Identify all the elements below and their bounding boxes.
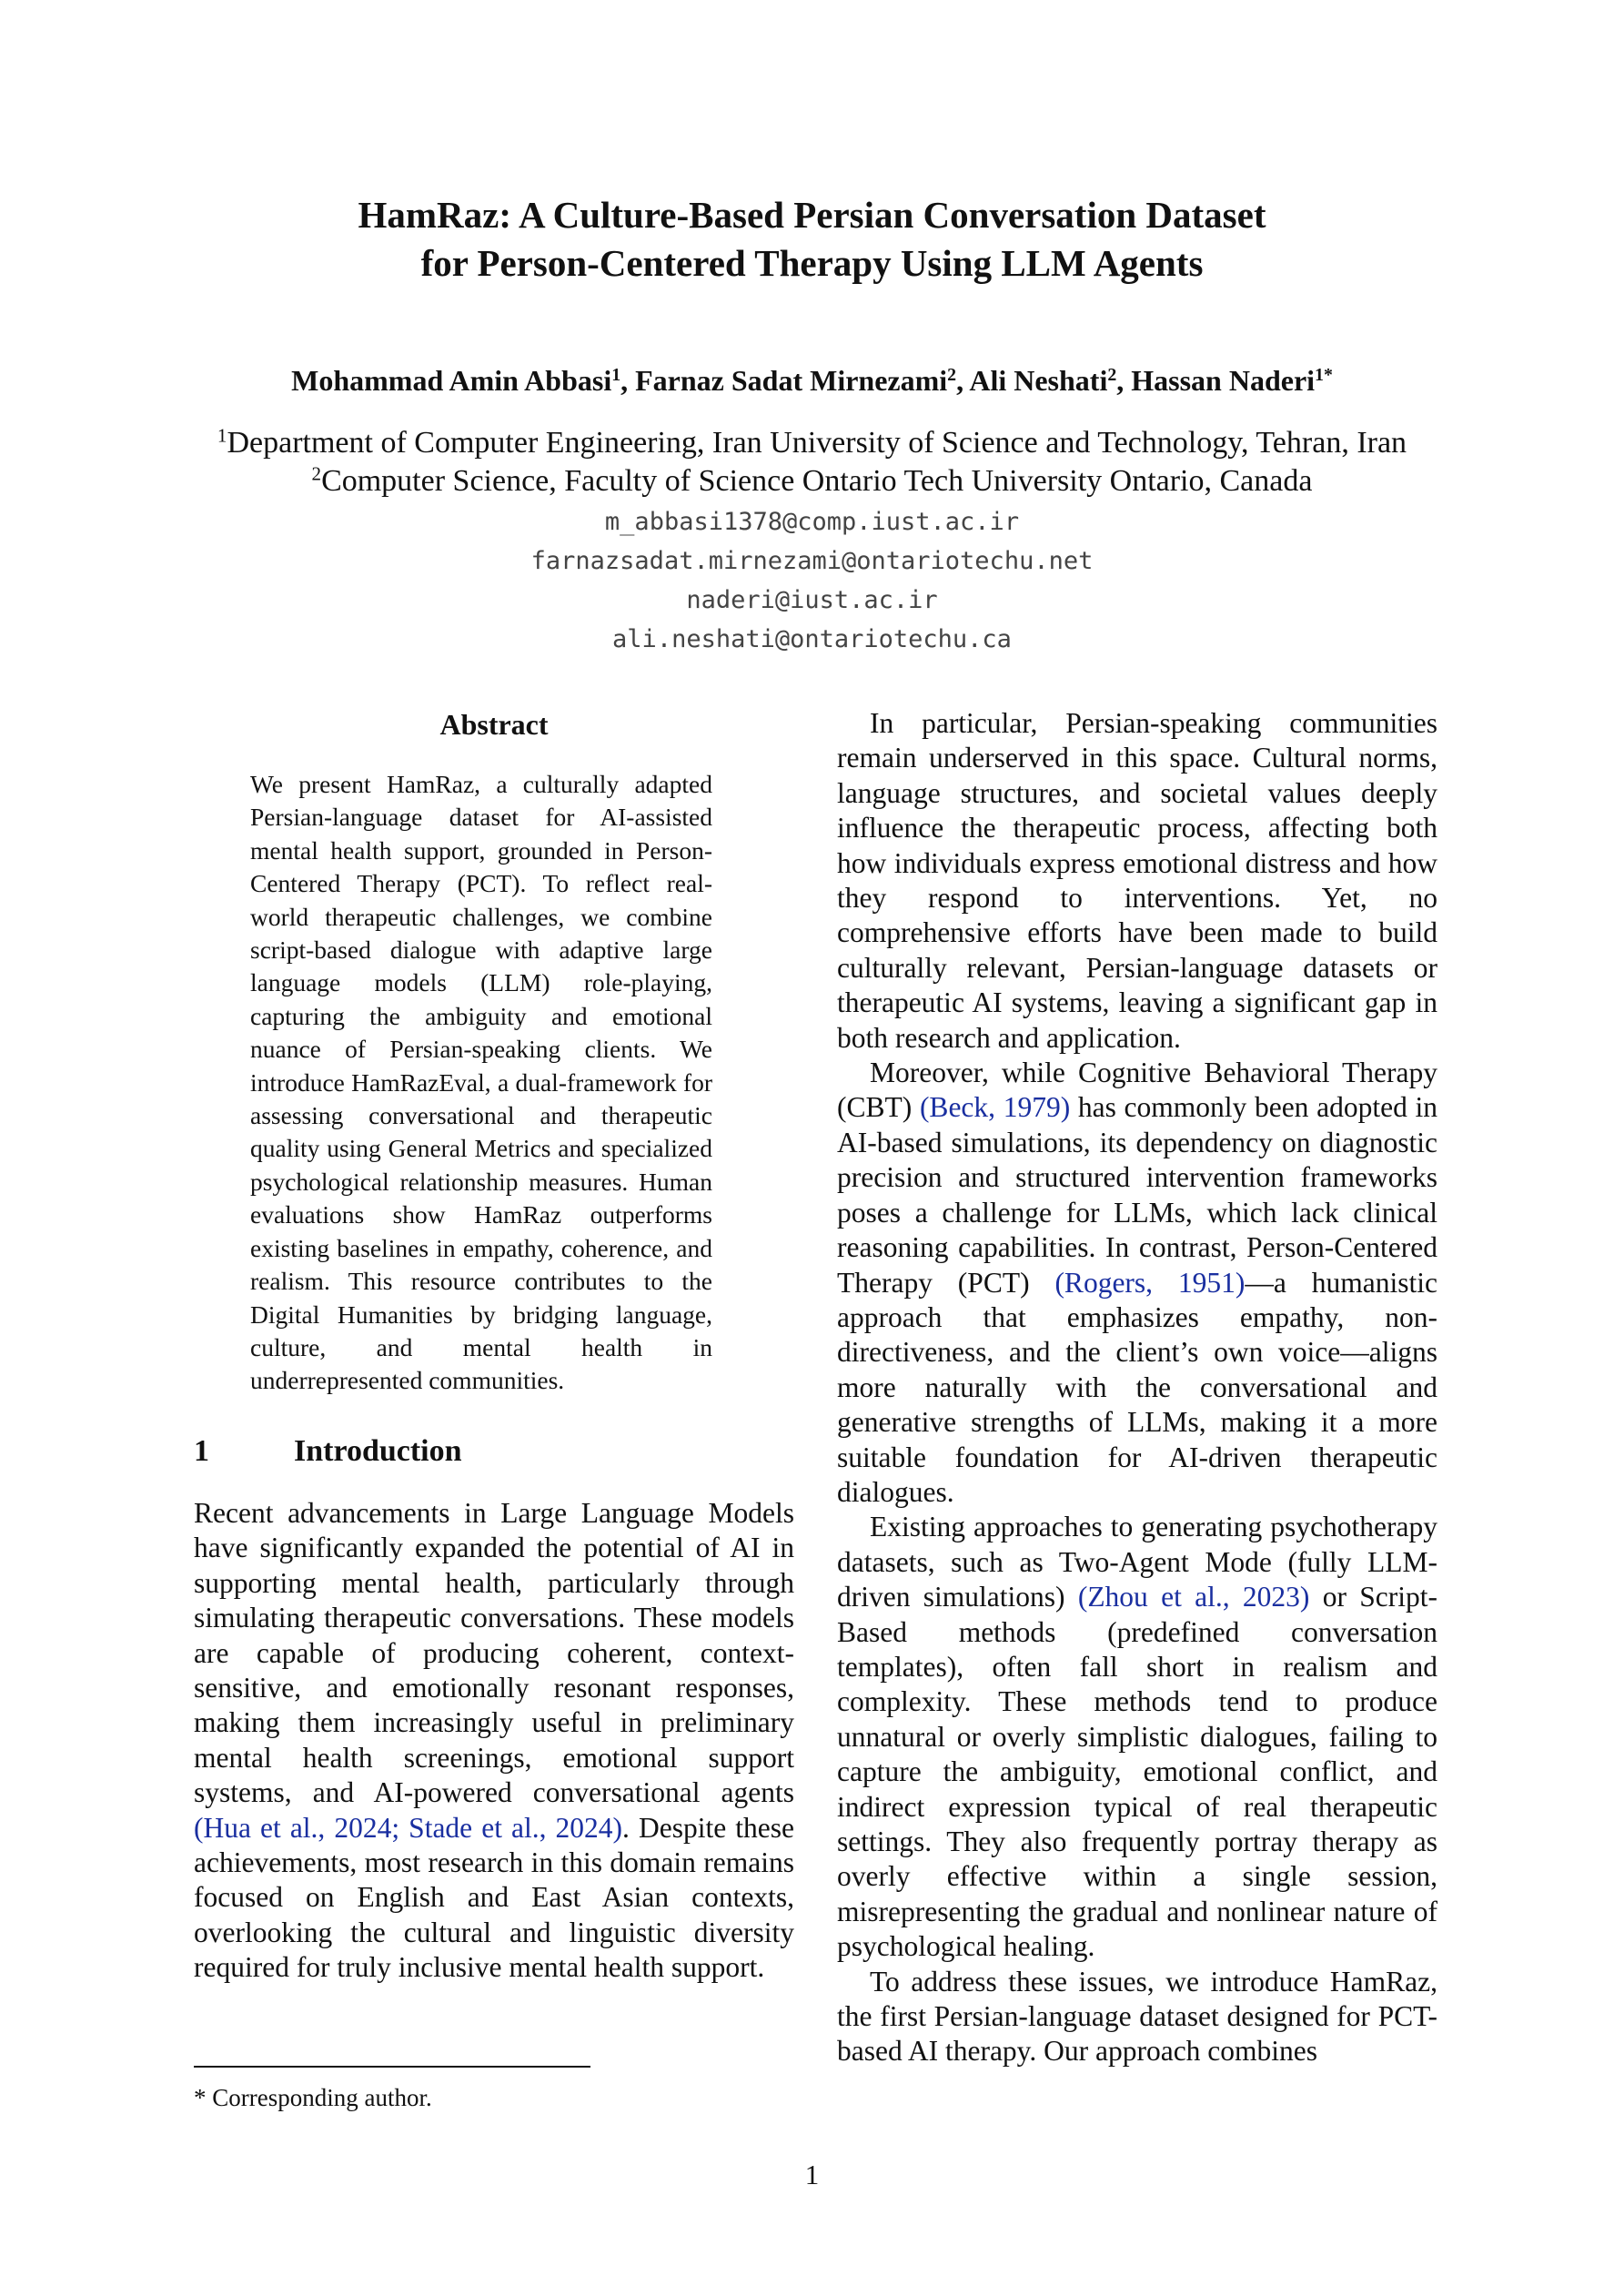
affil-text: Department of Computer Engineering, Iran University of Science and Technology, Tehran, Iran	[227, 426, 1407, 460]
author-name: Ali Neshati	[969, 364, 1108, 397]
affiliation-1	[0, 426, 1624, 460]
citation-link[interactable]: (Rogers, 1951)	[1054, 1266, 1246, 1299]
section-heading-introduction	[194, 1434, 462, 1469]
citation-link[interactable]: (Zhou et al., 2023)	[1077, 1581, 1310, 1613]
paragraph-text: . Despite these achievements, most research in this domain remains focused on English and East Asian contexts, overlooking the cultural and linguistic diversity required for truly inclusive mental health support.	[194, 1811, 794, 1984]
footnote-rule	[194, 2066, 590, 2068]
abstract-body: We present HamRaz, a culturally adapted Persian-language dataset for AI-assisted mental health support, grounded in Person-Centered Therapy (PCT). To reflect real-world therapeutic challenges, we combine script-based dialogue with adaptive large language models (LLM) role-playing, capturing the ambiguity and emotional nuance of Persian-speaking clients. We introduce HamRazEval, a dual-framework for assessing conversational and therapeutic quality using General Metrics and specialized psychological relationship measures. Human evaluations show HamRaz outperforms existing baselines in empathy, coherence, and realism. This resource contributes to the Digital Humanities by bridging language, culture, and mental health in underrepresented communities.	[250, 770, 712, 1395]
title-line-1: HamRaz: A Culture-Based Persian Conversation Dataset	[358, 194, 1266, 236]
page-number: 1	[804, 2159, 820, 2190]
author-name: Farnaz Sadat Mirnezami	[635, 364, 948, 397]
email-2: farnazsadat.mirnezami@ontariotechu.net	[530, 547, 1094, 575]
right-column-text	[837, 706, 1437, 2069]
author-name: Mohammad Amin Abbasi	[291, 364, 612, 397]
intro-paragraph-5: To address these issues, we introduce HamRaz, the first Persian-language dataset designed for PCT-based AI therapy. Our approach combines	[837, 1965, 1437, 2068]
author-list: Mohammad Amin Abbasi$^1$, Farnaz Sadat Mirnezami$^2$, Ali Neshati$^2$, Hassan Naderi$^{1*}$	[291, 364, 1333, 397]
section-number: 1	[194, 1434, 209, 1468]
intro-paragraph-1	[194, 1496, 794, 1986]
paragraph-text: Moreover, while Cognitive Behavioral Therapy (CBT)	[837, 1057, 1437, 1124]
paragraph-text: —a humanistic approach that emphasizes empathy, non-directiveness, and the client’s own voice—aligns more naturally with the conversational and generative strengths of LLMs, making it a more suitable foundation for AI-driven therapeutic dialogues.	[837, 1266, 1437, 1508]
title-line-2: for Person-Centered Therapy Using LLM Agents	[420, 242, 1204, 284]
paragraph-text: Existing approaches to generating psychotherapy datasets, such as Two-Agent Mode (fully LLM-driven simulations)	[837, 1511, 1437, 1613]
email-4: ali.neshati@ontariotechu.ca	[612, 625, 1012, 653]
abstract-heading: Abstract	[439, 708, 549, 741]
author-affil-mark: 1	[611, 365, 621, 386]
author-name: Hassan Naderi	[1131, 364, 1316, 397]
footnote: * Corresponding author.	[194, 2084, 432, 2111]
affil-text: Computer Science, Faculty of Science Ontario Tech University Ontario, Canada	[321, 464, 1313, 498]
citation-link[interactable]: (Hua et al., 2024; Stade et al., 2024)	[194, 1811, 623, 1844]
author-affil-mark: 2	[1107, 365, 1117, 386]
affiliation-2	[0, 464, 1624, 499]
citation-link[interactable]: (Beck, 1979)	[919, 1091, 1071, 1124]
email-3: naderi@iust.ac.ir	[686, 586, 938, 614]
paragraph-text: has commonly been adopted in AI-based simulations, its dependency on diagnostic precision and structured intervention frameworks poses a challenge for LLMs, which lack clinical reasoning capabilities. In contrast, Person-Centered Therapy (PCT)	[837, 1091, 1438, 1299]
section-title: Introduction	[294, 1434, 462, 1468]
author-affil-mark: 2	[947, 365, 957, 386]
paper-title	[0, 191, 1624, 288]
intro-paragraph-2: In particular, Persian-speaking communities remain underserved in this space. Cultural norms, language structures, and societal values deeply influence the therapeutic process, affecting both how individuals express emotional distress and how they respond to interventions. Yet, no comprehensive efforts have been made to build culturally relevant, Persian-language datasets or therapeutic AI systems, leaving a significant gap in both research and application.	[837, 707, 1437, 1054]
intro-paragraph-4	[837, 1510, 1437, 1964]
email-1: m_abbasi1378@comp.iust.ac.ir	[604, 508, 1020, 536]
left-column-text	[194, 1496, 794, 1986]
affil-mark: 1	[217, 424, 227, 447]
paragraph-text: or Script-Based methods (predefined conversation templates), often fall short in realism and complexity. These methods tend to produce unnatural or overly simplistic dialogues, failing to capture the ambiguity, emotional conflict, and indirect expression typical of real therapeutic settings. They also frequently portray therapy as overly effective within a single session, misrepresenting the gradual and nonlinear nature of psychological healing.	[837, 1581, 1437, 1963]
paragraph-text: Recent advancements in Large Language Models have significantly expanded the potential of AI in supporting mental health, particularly through simulating therapeutic conversations. These models are capable of producing coherent, context-sensitive, and emotionally resonant responses, making them increasingly useful in preliminary mental health screenings, emotional support systems, and AI-powered conversational agents	[194, 1497, 794, 1809]
affil-mark: 2	[311, 462, 322, 485]
author-affil-mark: 1*	[1315, 365, 1333, 386]
intro-paragraph-3	[837, 1056, 1437, 1510]
